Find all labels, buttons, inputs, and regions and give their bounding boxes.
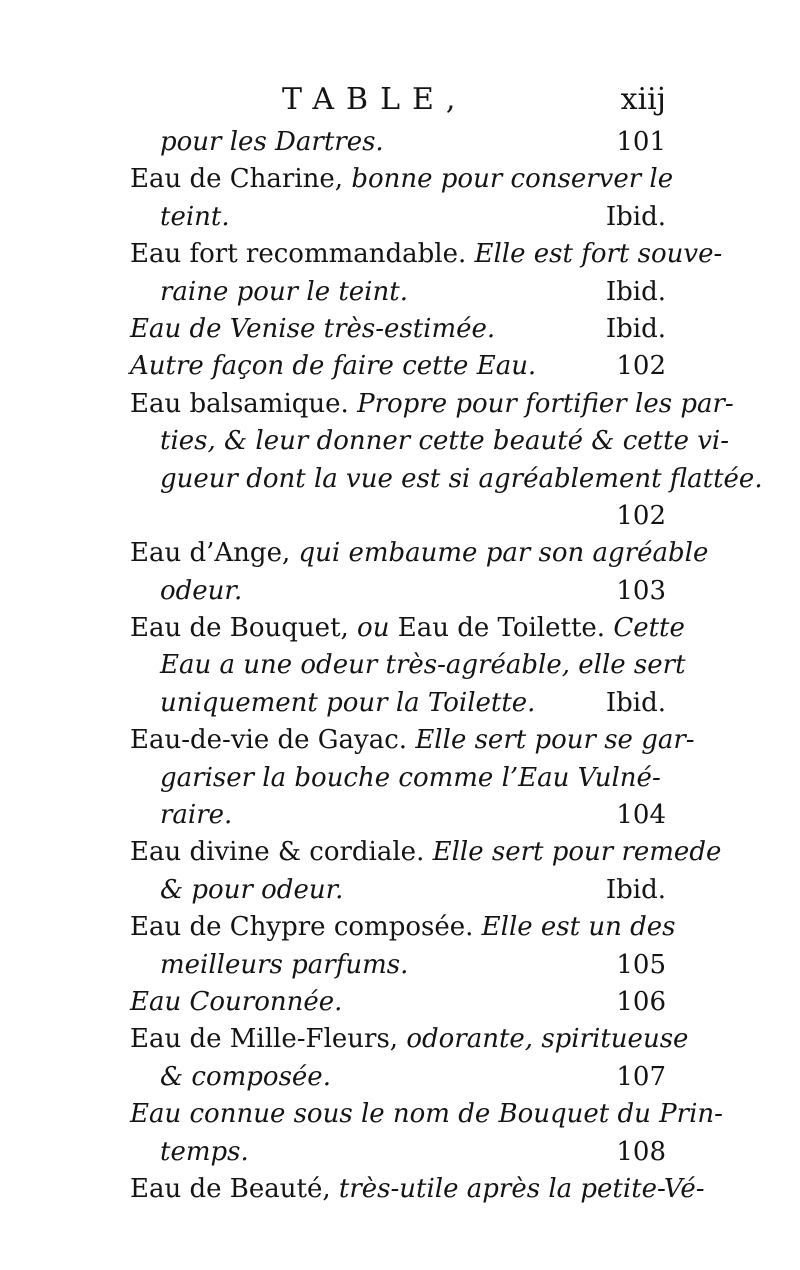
toc-entry-italic-text: ties, & leur donner cette beauté & cette vi- [160,426,730,457]
toc-entry-text: Eau de Mille-Fleurs, [130,1024,407,1055]
toc-line [130,947,666,984]
toc-entry-text: Eau de Chypre composée. [130,912,482,943]
toc-page-reference: 108 [616,1136,666,1167]
toc-entry-italic-text: odorante, spiritueuse [406,1024,689,1055]
toc-line [130,1021,689,1058]
toc-page-reference: 101 [616,127,666,157]
toc-entry-italic-text: Elle sert pour remede [432,837,722,868]
toc-entry-italic-text: Cette [613,613,685,644]
toc-entry-italic-text: Elle est fort souve- [474,239,723,270]
toc-line [130,872,666,909]
toc-page-reference: 106 [616,986,666,1017]
toc-line [130,535,709,572]
toc-line [130,834,722,871]
toc-entry-italic-text: raire. [160,800,233,831]
toc-page-reference: Ibid. [605,313,666,344]
toc-entry-italic-text: ou [357,613,398,644]
toc-entry-italic-text: Elle est un des [481,912,676,943]
toc-entry-italic-text: raine pour le teint. [160,276,408,307]
toc-entry-italic-text: très-utile après la petite-Vé- [338,1173,705,1204]
toc-entry-italic-text: bonne pour conserver le [351,164,674,195]
toc-line [130,610,685,647]
toc-line [130,199,666,236]
toc-entry-italic-text: gariser la bouche comme l’Eau Vulné- [160,762,661,793]
toc-line [130,461,763,498]
toc-page-reference: 104 [616,800,666,831]
toc-entry-italic-text: Eau Couronnée. [130,986,343,1017]
toc-line [130,647,686,684]
toc-entry-italic-text: odeur. [160,575,243,606]
toc-entry-italic-text: Propre pour fortifier les par- [357,388,734,419]
toc-line [130,1059,666,1096]
toc-line [130,274,666,311]
toc-entry-italic-text: uniquement pour la Toilette. [160,687,536,718]
toc-line [130,760,666,797]
toc-page-reference: Ibid. [605,874,666,905]
toc-line [130,984,666,1021]
toc-entry-text: Eau divine & cordiale. [130,837,433,868]
toc-line [130,423,730,460]
toc-page-reference: 105 [616,949,666,980]
toc-entry-italic-text: temps. [160,1136,249,1167]
toc-entry-italic-text: & pour odeur. [160,874,344,905]
toc-entry-italic-text: teint. [160,201,230,232]
toc-entry-italic-text: Eau connue sous le nom de Bouquet du Prin- [130,1099,723,1130]
page-number: xiij [620,82,666,117]
toc-page-reference: 102 [616,351,666,382]
toc-line [130,1171,705,1208]
toc-entry-italic-text: meilleurs parfums. [160,949,409,980]
toc-entry-italic-text: & composée. [160,1061,331,1092]
toc-line [130,573,666,610]
toc-line [130,797,666,834]
toc-entry-text: Eau de Charine, [130,164,352,195]
toc-entry-italic-text: Elle sert pour se gar- [415,725,695,756]
toc-entry-italic-text: Autre façon de faire cette Eau. [130,351,537,382]
toc-entry-text: Eau de Bouquet, [130,613,358,644]
toc-line [130,685,666,722]
toc-page-reference: Ibid. [605,201,666,232]
toc-entry-italic-text: qui embaume par son agréable [298,538,709,569]
toc-line [130,722,695,759]
toc-entry-italic-text: pour les Dartres. [160,127,384,157]
toc-entry-italic-text: gueur dont la vue est si agréablement flattée. [160,463,763,494]
toc-line [130,1134,666,1171]
toc-line [130,1096,723,1133]
toc-page-reference: 103 [616,575,666,606]
toc-line [130,236,723,273]
toc-entry-italic-text: Eau de Venise très-estimée. [130,313,496,344]
toc-entry-text: Eau-de-vie de Gayac. [130,725,416,756]
toc-page-reference: Ibid. [605,687,666,718]
toc-entry-text: Eau de Beauté, [130,1173,339,1204]
toc-entry-text: Eau de Toilette. [397,613,614,644]
toc-line [130,348,666,385]
toc-entry-text: Eau fort recommandable. [130,239,475,270]
toc-entry-text: Eau d’Ange, [130,538,299,569]
table-of-contents [130,124,763,1208]
toc-line [130,386,734,423]
toc-page-reference: Ibid. [605,276,666,307]
toc-line [130,161,674,198]
toc-entry-text: Eau balsamique. [130,388,358,419]
toc-page-reference: 102 [616,500,666,531]
toc-line [130,311,666,348]
running-header [130,82,666,126]
toc-page-reference: 107 [616,1061,666,1092]
toc-line [130,909,676,946]
toc-entry-italic-text: Eau a une odeur très-agréable, elle sert [160,650,686,681]
header-title: TABLE, [282,82,468,117]
toc-line [130,498,666,535]
toc-line [130,124,666,161]
